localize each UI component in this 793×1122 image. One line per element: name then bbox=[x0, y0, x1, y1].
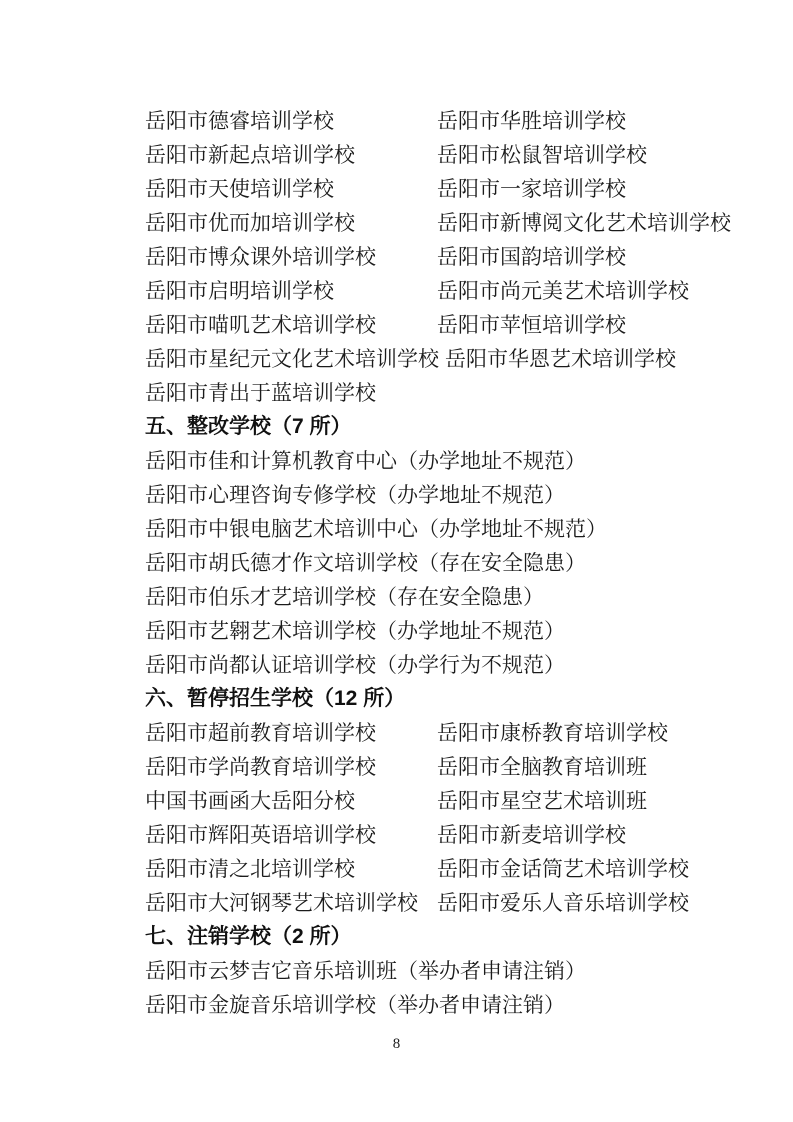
school-name: 岳阳市爱乐人音乐培训学校 bbox=[437, 891, 689, 915]
school-list-item: 岳阳市艺翱艺术培训学校（办学地址不规范） bbox=[145, 619, 565, 643]
school-list-row bbox=[145, 784, 685, 818]
page-number: 8 bbox=[392, 1036, 401, 1052]
school-name: 岳阳市国韵培训学校 bbox=[437, 245, 626, 269]
school-list-row bbox=[145, 240, 685, 274]
school-name: 岳阳市博众课外培训学校 bbox=[145, 245, 376, 269]
school-name: 岳阳市新博阅文化艺术培训学校 bbox=[437, 211, 731, 235]
school-name: 岳阳市超前教育培训学校 bbox=[145, 721, 376, 745]
school-name: 岳阳市华恩艺术培训学校 bbox=[445, 347, 676, 371]
school-name: 岳阳市新起点培训学校 bbox=[145, 143, 355, 167]
school-list-item: 岳阳市中银电脑艺术培训中心（办学地址不规范） bbox=[145, 517, 607, 541]
school-list-item: 岳阳市尚都认证培训学校（办学行为不规范） bbox=[145, 653, 565, 677]
school-name: 岳阳市华胜培训学校 bbox=[437, 109, 626, 133]
school-list-row bbox=[145, 172, 685, 206]
school-name: 岳阳市康桥教育培训学校 bbox=[437, 721, 668, 745]
school-list-row bbox=[145, 138, 685, 172]
school-name: 中国书画函大岳阳分校 bbox=[145, 789, 355, 813]
school-list-item: 岳阳市佳和计算机教育中心（办学地址不规范） bbox=[145, 449, 586, 473]
school-list-row bbox=[145, 376, 685, 410]
school-name: 岳阳市启明培训学校 bbox=[145, 279, 334, 303]
school-name: 岳阳市尚元美艺术培训学校 bbox=[437, 279, 689, 303]
school-name: 岳阳市清之北培训学校 bbox=[145, 857, 355, 881]
school-name: 岳阳市松鼠智培训学校 bbox=[437, 143, 647, 167]
school-list-row bbox=[145, 852, 689, 886]
document-content bbox=[145, 104, 731, 1022]
school-name: 岳阳市苹恒培训学校 bbox=[437, 313, 626, 337]
school-name: 岳阳市全脑教育培训班 bbox=[437, 755, 647, 779]
school-list-row bbox=[145, 308, 685, 342]
section-heading-7: 七、注销学校（2 所） bbox=[145, 925, 352, 948]
school-list-row bbox=[145, 716, 685, 750]
school-list-row bbox=[145, 342, 685, 376]
school-name: 岳阳市星纪元文化艺术培训学校 bbox=[145, 347, 439, 371]
section-heading-6: 六、暂停招生学校（12 所） bbox=[145, 687, 406, 710]
school-list-row bbox=[145, 818, 685, 852]
school-name: 岳阳市金话筒艺术培训学校 bbox=[437, 857, 689, 881]
school-list-row bbox=[145, 206, 731, 240]
school-list-row bbox=[145, 274, 689, 308]
school-name: 岳阳市辉阳英语培训学校 bbox=[145, 823, 376, 847]
school-name: 岳阳市学尚教育培训学校 bbox=[145, 755, 376, 779]
school-list-item: 岳阳市金旋音乐培训学校（举办者申请注销） bbox=[145, 993, 565, 1017]
school-name: 岳阳市星空艺术培训班 bbox=[437, 789, 647, 813]
school-list-item: 岳阳市心理咨询专修学校（办学地址不规范） bbox=[145, 483, 565, 507]
school-list-row bbox=[145, 886, 689, 920]
school-list-item: 岳阳市云梦吉它音乐培训班（举办者申请注销） bbox=[145, 959, 586, 983]
school-name: 岳阳市德睿培训学校 bbox=[145, 109, 334, 133]
section-heading-5: 五、整改学校（7 所） bbox=[145, 415, 352, 438]
school-list-row bbox=[145, 750, 685, 784]
school-name: 岳阳市天使培训学校 bbox=[145, 177, 334, 201]
school-list-item: 岳阳市胡氏德才作文培训学校（存在安全隐患） bbox=[145, 551, 586, 575]
school-name: 岳阳市青出于蓝培训学校 bbox=[145, 381, 376, 405]
school-list-row bbox=[145, 104, 685, 138]
school-name: 岳阳市喵叽艺术培训学校 bbox=[145, 313, 376, 337]
school-list-item: 岳阳市伯乐才艺培训学校（存在安全隐患） bbox=[145, 585, 544, 609]
school-name: 岳阳市大河钢琴艺术培训学校 bbox=[145, 891, 418, 915]
school-name: 岳阳市一家培训学校 bbox=[437, 177, 626, 201]
school-name: 岳阳市新麦培训学校 bbox=[437, 823, 626, 847]
school-name: 岳阳市优而加培训学校 bbox=[145, 211, 355, 235]
